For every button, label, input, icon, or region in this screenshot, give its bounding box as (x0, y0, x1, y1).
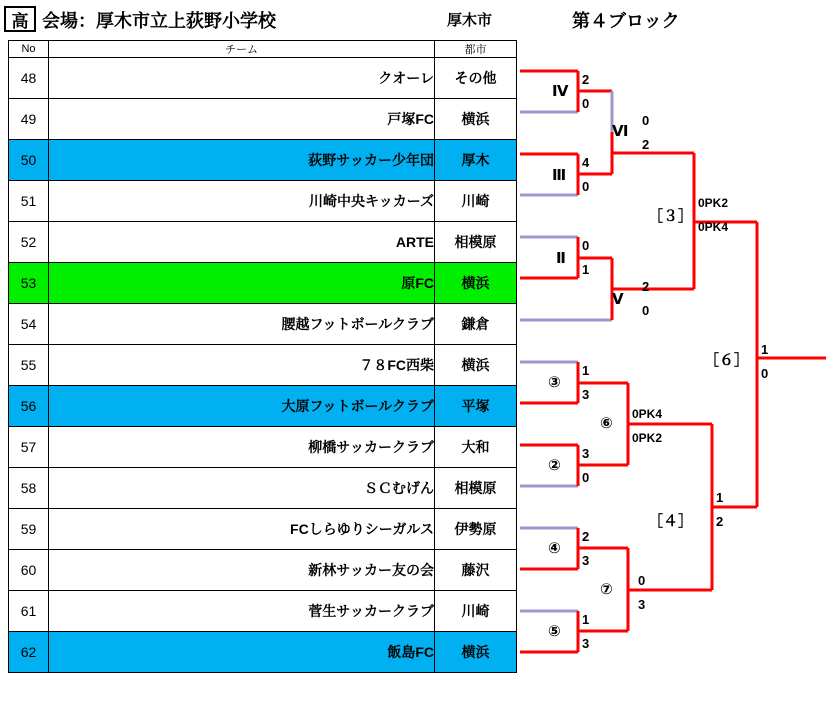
team-name: FCしらゆりシーガルス (49, 509, 435, 550)
team-name: 腰越フットボールクラブ (49, 304, 435, 345)
team-city: 横浜 (435, 99, 517, 140)
score-m3-bot: 0 (582, 179, 590, 194)
score-c4-top: 2 (582, 529, 590, 544)
row-number: 60 (9, 550, 49, 591)
match-label-c3: ③ (548, 374, 561, 391)
score-c5-bot: 3 (582, 636, 590, 651)
match-label-6: Ⅵ (612, 123, 629, 140)
team-city: 厚木 (435, 140, 517, 181)
score-m6-bot: 2 (642, 137, 650, 152)
score-b4-top: 1 (716, 490, 724, 505)
score-m2-bot: 1 (582, 262, 590, 277)
table-row (9, 591, 517, 632)
table-row (9, 263, 517, 304)
row-number: 55 (9, 345, 49, 386)
table-row (9, 509, 517, 550)
table-row (9, 99, 517, 140)
score-sf3-bot: 0PK4 (698, 220, 729, 234)
row-number: 54 (9, 304, 49, 345)
team-city: その他 (435, 58, 517, 99)
match-label-3: Ⅲ (552, 167, 567, 184)
score-m2-top: 0 (582, 238, 590, 253)
host-city-label: 厚木市 (447, 12, 493, 29)
team-name: ARTE (49, 222, 435, 263)
team-name: 原FC (49, 263, 435, 304)
score-sf3-top: 0PK2 (698, 196, 729, 210)
table-row (9, 632, 517, 673)
team-name: 飯島FC (49, 632, 435, 673)
team-name: 柳橋サッカークラブ (49, 427, 435, 468)
team-city: 鎌倉 (435, 304, 517, 345)
row-number: 57 (9, 427, 49, 468)
score-m5-top: 2 (642, 279, 650, 294)
score-final-bot: 0 (761, 366, 769, 381)
score-m6-top: 0 (642, 113, 650, 128)
row-number: 53 (9, 263, 49, 304)
team-city: 横浜 (435, 632, 517, 673)
table-row (9, 140, 517, 181)
team-city: 横浜 (435, 345, 517, 386)
score-c4-bot: 3 (582, 553, 590, 568)
score-c3-bot: 3 (582, 387, 590, 402)
score-m3-top: 4 (582, 155, 590, 170)
table-row (9, 181, 517, 222)
team-name: ＳＣむげん (49, 468, 435, 509)
score-c7-top: 0 (638, 573, 646, 588)
score-m4-bot: 0 (582, 96, 590, 111)
table-row (9, 550, 517, 591)
header (0, 0, 826, 38)
score-c7-bot: 3 (638, 597, 646, 612)
team-city: 相模原 (435, 468, 517, 509)
bracket-label-4: ［４］ (648, 513, 694, 530)
table-row (9, 427, 517, 468)
match-label-4: Ⅳ (552, 83, 569, 100)
team-city: 相模原 (435, 222, 517, 263)
row-number: 61 (9, 591, 49, 632)
row-number: 50 (9, 140, 49, 181)
score-m5-bot: 0 (642, 303, 650, 318)
team-city: 川崎 (435, 591, 517, 632)
grade-badge: 高 (4, 6, 36, 32)
score-c2-top: 3 (582, 446, 590, 461)
venue-title: 会場：厚木市立上荻野小学校 (42, 11, 276, 31)
table-header-row (9, 41, 517, 58)
row-number: 58 (9, 468, 49, 509)
match-label-2: Ⅱ (556, 250, 566, 267)
team-name: 荻野サッカー少年団 (49, 140, 435, 181)
header-team: チーム (49, 41, 435, 58)
score-c2-bot: 0 (582, 470, 590, 485)
score-c3-top: 1 (582, 363, 590, 378)
table-row (9, 386, 517, 427)
team-name: 菅生サッカークラブ (49, 591, 435, 632)
match-label-c7: ⑦ (600, 581, 613, 598)
team-city: 川崎 (435, 181, 517, 222)
row-number: 49 (9, 99, 49, 140)
team-name: ７８FC西柴 (49, 345, 435, 386)
row-number: 48 (9, 58, 49, 99)
team-name: 川崎中央キッカーズ (49, 181, 435, 222)
team-city: 平塚 (435, 386, 517, 427)
table-row (9, 345, 517, 386)
score-b4-bot: 2 (716, 514, 724, 529)
table-row (9, 304, 517, 345)
team-city: 藤沢 (435, 550, 517, 591)
match-label-c2: ② (548, 457, 561, 474)
score-c6-bot: 0PK2 (632, 431, 663, 445)
header-city: 都市 (435, 41, 517, 58)
score-c6-top: 0PK4 (632, 407, 663, 421)
match-label-5: Ⅴ (612, 291, 624, 308)
row-number: 62 (9, 632, 49, 673)
team-table (8, 40, 520, 673)
match-label-c5: ⑤ (548, 623, 561, 640)
team-name: 戸塚FC (49, 99, 435, 140)
header-no: No (9, 41, 49, 58)
team-name: クオーレ (49, 58, 435, 99)
match-label-c6: ⑥ (600, 415, 613, 432)
score-final-top: 1 (761, 342, 769, 357)
match-label-c4: ④ (548, 540, 561, 557)
team-city: 伊勢原 (435, 509, 517, 550)
row-number: 51 (9, 181, 49, 222)
table-row (9, 222, 517, 263)
team-name: 新林サッカー友の会 (49, 550, 435, 591)
team-city: 横浜 (435, 263, 517, 304)
table-row (9, 468, 517, 509)
bracket-label-3: ［３］ (648, 208, 694, 225)
row-number: 59 (9, 509, 49, 550)
team-name: 大原フットボールクラブ (49, 386, 435, 427)
score-m4-top: 2 (582, 72, 590, 87)
row-number: 52 (9, 222, 49, 263)
table-row (9, 58, 517, 99)
row-number: 56 (9, 386, 49, 427)
block-title: 第４ブロック (572, 11, 680, 31)
team-city: 大和 (435, 427, 517, 468)
score-c5-top: 1 (582, 612, 590, 627)
bracket-label-6: ［６］ (704, 352, 750, 369)
